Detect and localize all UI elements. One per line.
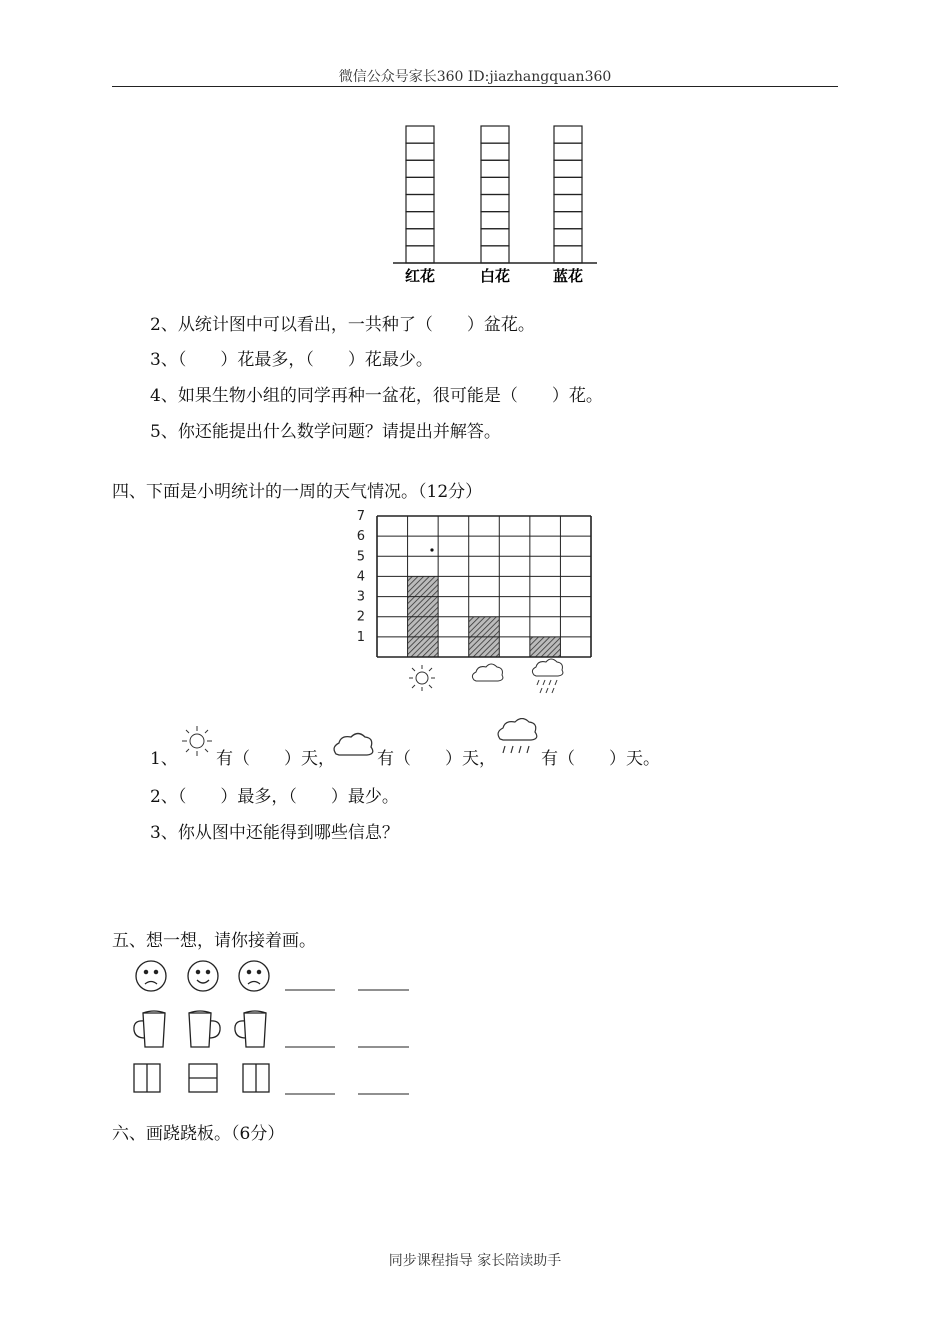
flower-cell — [481, 177, 509, 194]
y-tick-label: 2 — [356, 609, 365, 625]
flower-cell — [481, 246, 509, 263]
section-4-title: 四、下面是小明统计的一周的天气情况。（12分） — [112, 482, 483, 502]
weather-question-2: 2、（ ）最多，（ ）最少。 — [150, 787, 399, 807]
sad-face-icon — [136, 961, 166, 991]
question-2: 2、从统计图中可以看出，一共种了（ ）盆花。 — [150, 315, 535, 335]
flower-cell — [554, 177, 582, 194]
weather-chart — [350, 508, 600, 700]
flower-chart — [385, 118, 605, 290]
q1-cloud-answer: 有（ ）天， — [377, 749, 496, 769]
flower-cell — [554, 126, 582, 143]
flower-cell — [406, 229, 434, 246]
flower-cell — [481, 126, 509, 143]
flower-cell — [554, 212, 582, 229]
q1-sun-answer: 有（ ）天， — [216, 749, 335, 769]
y-tick-label: 7 — [356, 509, 365, 524]
flower-cell — [554, 195, 582, 212]
cup-handle-left-icon — [134, 1011, 165, 1047]
flower-label-red: 红花 — [404, 267, 436, 285]
flower-cell — [481, 143, 509, 160]
cup-handle-right-icon — [189, 1011, 220, 1047]
sun-icon — [409, 665, 435, 691]
weather-question-1 — [150, 744, 178, 769]
section-6-title: 六、画跷跷板。（6分） — [112, 1124, 285, 1144]
rain-cloud-icon — [495, 718, 543, 762]
flower-cell — [481, 212, 509, 229]
flower-cell — [554, 246, 582, 263]
flower-cell — [554, 229, 582, 246]
cup-handle-left-icon — [235, 1011, 266, 1047]
happy-face-icon — [188, 961, 218, 991]
flower-cell — [406, 212, 434, 229]
q1-rain-answer: 有（ ）天。 — [541, 749, 660, 769]
y-tick-label: 3 — [356, 589, 365, 605]
square-vertical-line-icon — [243, 1064, 269, 1092]
question-5: 5、你还能提出什么数学问题？请提出并解答。 — [150, 422, 501, 442]
y-tick-label: 6 — [356, 529, 365, 545]
cloud-icon — [330, 732, 380, 762]
header-divider — [112, 86, 838, 87]
flower-cell — [406, 126, 434, 143]
y-tick-label: 5 — [356, 549, 365, 565]
question-4: 4、如果生物小组的同学再种一盆花，很可能是（ ）花。 — [150, 386, 603, 406]
weather-question-3: 3、你从图中还能得到哪些信息？ — [150, 823, 399, 843]
y-tick-label: 1 — [356, 629, 365, 645]
flower-cell — [554, 160, 582, 177]
page-header: 微信公众号家长360 ID:jiazhangquan360 — [338, 69, 612, 85]
flower-cell — [481, 229, 509, 246]
section-5-title: 五、想一想，请你接着画。 — [112, 931, 316, 951]
square-horizontal-line-icon — [189, 1064, 217, 1092]
flower-label-white: 白花 — [479, 267, 511, 285]
weather-bar-rainy — [530, 637, 561, 657]
flower-cell — [481, 195, 509, 212]
cloud-icon — [472, 664, 503, 681]
flower-cell — [406, 143, 434, 160]
flower-cell — [406, 195, 434, 212]
square-vertical-line-icon — [134, 1064, 160, 1092]
sad-face-icon — [239, 961, 269, 991]
flower-label-blue: 蓝花 — [552, 267, 584, 285]
flower-cell — [481, 160, 509, 177]
sun-icon — [178, 722, 218, 760]
y-tick-label: 4 — [356, 569, 365, 585]
rain-cloud-icon — [532, 659, 563, 693]
flower-cell — [406, 246, 434, 263]
stray-dot — [430, 548, 433, 551]
pattern-sequences — [125, 952, 425, 1102]
question-3: 3、（ ）花最多，（ ）花最少。 — [150, 350, 433, 370]
q1-prefix: 1、 — [150, 749, 178, 769]
flower-cell — [406, 177, 434, 194]
flower-cell — [554, 143, 582, 160]
flower-cell — [406, 160, 434, 177]
page-footer: 同步课程指导 家长陪读助手 — [388, 1253, 562, 1269]
